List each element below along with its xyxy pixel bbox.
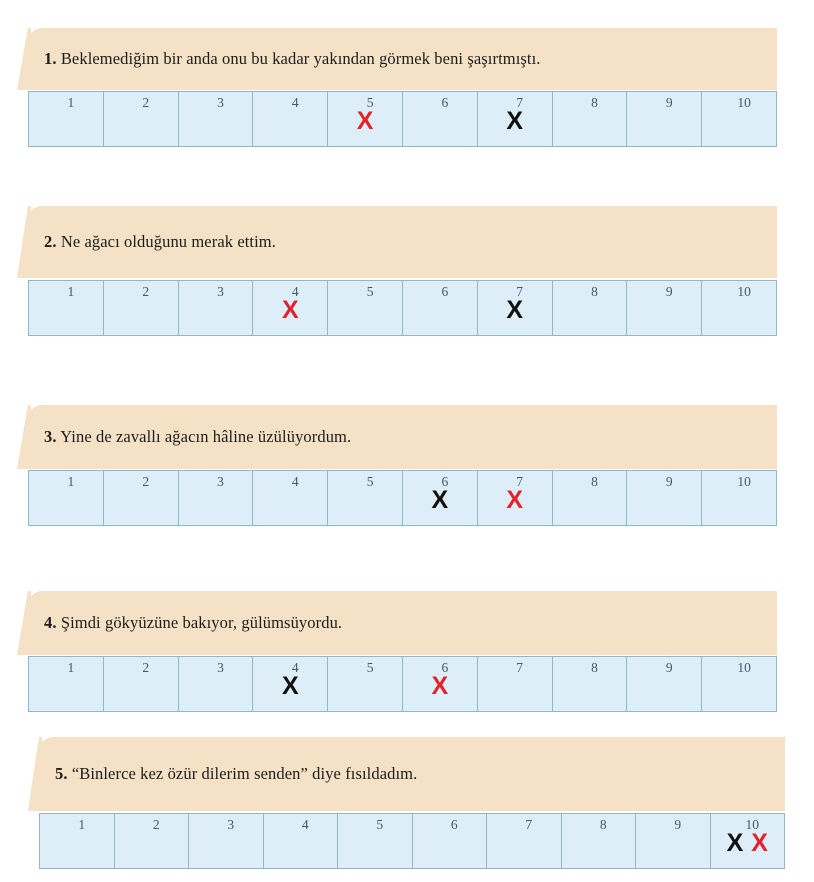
x-mark-red-icon: X (431, 672, 449, 700)
rating-cell-4[interactable] (253, 471, 328, 526)
rating-cell-label: 10 (737, 95, 751, 110)
rating-cell-7[interactable] (487, 814, 562, 869)
rating-cell-label: 7 (525, 817, 533, 832)
table-row (29, 657, 777, 712)
rating-cell-inner (636, 814, 710, 868)
rating-cell-label: 1 (78, 817, 86, 832)
rating-cell-inner (104, 471, 178, 525)
rating-cell-inner (553, 281, 627, 335)
table-row (29, 281, 777, 336)
rating-cell-label: 4 (291, 474, 299, 489)
rating-cell-inner (179, 92, 253, 146)
item-prompt-text (55, 764, 417, 784)
rating-cell-label: 4 (301, 817, 309, 832)
rating-cell-label: 5 (366, 284, 374, 299)
rating-cell-label: 9 (665, 95, 673, 110)
rating-cell-label: 3 (217, 95, 224, 110)
rating-cell-5[interactable] (328, 92, 403, 147)
rating-cell-label: 2 (142, 474, 150, 489)
x-mark-black-icon: X (431, 486, 449, 514)
item-sentence: Şimdi gökyüzüne bakıyor, gülümsüyordu. (60, 613, 343, 632)
rating-cell-6[interactable] (402, 657, 477, 712)
rating-cell-inner (328, 92, 402, 146)
rating-cell-7[interactable] (477, 471, 552, 526)
rating-cell-9[interactable] (627, 92, 702, 147)
x-mark-red-icon: X (356, 107, 374, 135)
table-row (29, 92, 777, 147)
rating-cell-label: 2 (142, 284, 150, 299)
rating-cell-inner (702, 281, 776, 335)
rating-marks (478, 298, 552, 323)
rating-cell-9[interactable] (627, 657, 702, 712)
rating-cell-10[interactable] (702, 471, 777, 526)
rating-cell-inner (478, 657, 552, 711)
rating-cell-label: 9 (665, 660, 673, 675)
rating-cell-label: 5 (366, 474, 374, 489)
rating-cell-label: 6 (441, 284, 449, 299)
item-prompt-banner (28, 28, 777, 90)
rating-cell-label: 6 (441, 660, 449, 675)
rating-cell-1[interactable] (29, 281, 104, 336)
rating-cell-label: 7 (516, 284, 524, 299)
item-sentence: “Binlerce kez özür dilerim senden” diye fısıldadım. (71, 764, 418, 783)
rating-cell-inner (253, 92, 327, 146)
rating-cell-inner (562, 814, 636, 868)
rating-cell-3[interactable] (189, 814, 264, 869)
rating-scale-table (28, 280, 777, 336)
rating-marks (403, 488, 477, 513)
rating-cell-label: 5 (366, 95, 374, 110)
rating-cell-4[interactable] (253, 281, 328, 336)
rating-cell-inner (253, 657, 327, 711)
item-sentence: Yine de zavallı ağacın hâline üzülüyordum. (60, 427, 352, 446)
rating-cell-8[interactable] (552, 471, 627, 526)
rating-marks (253, 298, 327, 323)
rating-cell-2[interactable] (103, 281, 178, 336)
rating-cell-label: 4 (291, 95, 299, 110)
rating-cell-label: 8 (591, 660, 598, 675)
x-mark-black-icon: X (506, 296, 524, 324)
rating-cell-label: 1 (67, 660, 75, 675)
rating-cell-inner (478, 281, 552, 335)
rating-cell-inner (189, 814, 263, 868)
rating-cell-inner (702, 471, 776, 525)
rating-cell-8[interactable] (552, 657, 627, 712)
item-number: 5. (55, 764, 68, 783)
rating-cell-10[interactable] (702, 92, 777, 147)
rating-cell-5[interactable] (338, 814, 413, 869)
rating-cell-label: 2 (142, 95, 150, 110)
item-number: 2. (44, 232, 57, 251)
rating-cell-inner (29, 657, 103, 711)
rating-cell-inner (627, 281, 701, 335)
rating-cell-inner (29, 471, 103, 525)
item-number: 3. (44, 427, 57, 446)
rating-cell-label: 2 (152, 817, 160, 832)
rating-cell-1[interactable] (29, 92, 104, 147)
rating-cell-6[interactable] (402, 92, 477, 147)
rating-cell-label: 8 (591, 474, 598, 489)
rating-cell-4[interactable] (263, 814, 338, 869)
x-mark-red-icon: X (506, 486, 524, 514)
rating-cell-inner (403, 657, 477, 711)
rating-cell-inner (627, 92, 701, 146)
rating-cell-inner (29, 281, 103, 335)
rating-cell-inner (104, 657, 178, 711)
rating-cell-3[interactable] (178, 281, 253, 336)
rating-cell-10[interactable] (710, 814, 785, 869)
rating-cell-2[interactable] (103, 657, 178, 712)
x-mark-black-icon: X (726, 829, 744, 857)
rating-cell-4[interactable] (253, 92, 328, 147)
item-sentence: Ne ağacı olduğunu merak ettim. (60, 232, 276, 251)
rating-cell-label: 8 (591, 95, 598, 110)
rating-cell-1[interactable] (40, 814, 115, 869)
rating-cell-7[interactable] (477, 657, 552, 712)
rating-cell-3[interactable] (178, 471, 253, 526)
rating-cell-label: 5 (376, 817, 384, 832)
rating-cell-inner (328, 281, 402, 335)
item-prompt-banner (28, 405, 777, 469)
rating-cell-inner (487, 814, 561, 868)
rating-cell-label: 1 (67, 474, 75, 489)
item-sentence: Beklemediğim bir anda onu bu kadar yakından görmek beni şaşırtmıştı. (60, 49, 541, 68)
rating-cell-inner (702, 92, 776, 146)
rating-marks (711, 831, 785, 856)
rating-cell-label: 9 (665, 474, 673, 489)
rating-cell-inner (413, 814, 487, 868)
rating-cell-9[interactable] (627, 281, 702, 336)
rating-cell-inner (403, 281, 477, 335)
rating-cell-inner (104, 92, 178, 146)
item-prompt-text (44, 427, 351, 447)
rating-cell-inner (179, 281, 253, 335)
table-row (40, 814, 785, 869)
rating-cell-2[interactable] (114, 814, 189, 869)
rating-cell-5[interactable] (328, 471, 403, 526)
item-prompt-banner (28, 206, 777, 278)
rating-cell-5[interactable] (328, 657, 403, 712)
rating-cell-inner (403, 92, 477, 146)
rating-cell-label: 7 (516, 95, 524, 110)
rating-cell-inner (179, 471, 253, 525)
rating-cell-label: 3 (217, 284, 224, 299)
item-number: 1. (44, 49, 57, 68)
item-prompt-banner (39, 737, 785, 811)
x-mark-red-icon: X (281, 296, 299, 324)
rating-cell-inner (711, 814, 785, 868)
rating-cell-9[interactable] (627, 471, 702, 526)
rating-cell-inner (478, 92, 552, 146)
rating-cell-10[interactable] (702, 281, 777, 336)
rating-cell-label: 3 (217, 474, 224, 489)
rating-cell-inner (627, 657, 701, 711)
rating-cell-inner (403, 471, 477, 525)
rating-cell-2[interactable] (103, 471, 178, 526)
rating-cell-label: 6 (441, 95, 449, 110)
rating-cell-8[interactable] (552, 281, 627, 336)
item-prompt-text (44, 232, 276, 252)
rating-marks (253, 674, 327, 699)
rating-cell-inner (179, 657, 253, 711)
rating-cell-inner (478, 471, 552, 525)
rating-cell-label: 6 (441, 474, 449, 489)
rating-cell-3[interactable] (178, 92, 253, 147)
rating-cell-label: 10 (737, 284, 751, 299)
rating-cell-inner (115, 814, 189, 868)
rating-cell-label: 6 (450, 817, 458, 832)
rating-cell-9[interactable] (636, 814, 711, 869)
rating-cell-label: 9 (674, 817, 682, 832)
rating-cell-inner (553, 657, 627, 711)
rating-cell-label: 10 (737, 474, 751, 489)
rating-cell-label: 4 (291, 284, 299, 299)
rating-cell-inner (264, 814, 338, 868)
rating-cell-6[interactable] (402, 471, 477, 526)
rating-cell-label: 1 (67, 95, 75, 110)
rating-cell-label: 2 (142, 660, 150, 675)
rating-cell-inner (553, 471, 627, 525)
rating-scale-table (28, 91, 777, 147)
rating-marks (478, 109, 552, 134)
rating-cell-inner (29, 92, 103, 146)
rating-cell-inner (627, 471, 701, 525)
item-prompt-text (44, 613, 342, 633)
x-mark-black-icon: X (281, 672, 299, 700)
rating-cell-label: 3 (227, 817, 235, 832)
item-number: 4. (44, 613, 57, 632)
item-prompt-banner (28, 591, 777, 655)
rating-cell-1[interactable] (29, 471, 104, 526)
rating-cell-label: 3 (217, 660, 224, 675)
rating-cell-inner (328, 471, 402, 525)
rating-cell-inner (104, 281, 178, 335)
rating-cell-inner (253, 281, 327, 335)
rating-cell-4[interactable] (253, 657, 328, 712)
rating-cell-inner (253, 471, 327, 525)
rating-scale-table (39, 813, 785, 869)
rating-cell-label: 8 (591, 284, 598, 299)
rating-cell-7[interactable] (477, 281, 552, 336)
rating-cell-inner (338, 814, 412, 868)
rating-cell-inner (702, 657, 776, 711)
rating-cell-label: 1 (67, 284, 75, 299)
x-mark-red-icon: X (751, 829, 768, 857)
rating-cell-inner (328, 657, 402, 711)
rating-cell-8[interactable] (561, 814, 636, 869)
item-prompt-text (44, 49, 541, 69)
rating-cell-label: 10 (737, 660, 751, 675)
rating-cell-label: 7 (516, 660, 524, 675)
rating-scale-table (28, 656, 777, 712)
rating-cell-inner (553, 92, 627, 146)
rating-cell-inner (40, 814, 114, 868)
rating-cell-6[interactable] (412, 814, 487, 869)
rating-cell-2[interactable] (103, 92, 178, 147)
rating-cell-label: 5 (366, 660, 374, 675)
rating-cell-5[interactable] (328, 281, 403, 336)
rating-cell-3[interactable] (178, 657, 253, 712)
rating-cell-6[interactable] (402, 281, 477, 336)
rating-cell-label: 7 (516, 474, 524, 489)
rating-cell-10[interactable] (702, 657, 777, 712)
rating-cell-label: 4 (291, 660, 299, 675)
rating-scale-table (28, 470, 777, 526)
rating-marks (403, 674, 477, 699)
rating-cell-1[interactable] (29, 657, 104, 712)
table-row (29, 471, 777, 526)
rating-cell-label: 8 (599, 817, 607, 832)
x-mark-black-icon: X (506, 107, 524, 135)
rating-cell-8[interactable] (552, 92, 627, 147)
rating-cell-label: 9 (665, 284, 673, 299)
rating-marks (478, 488, 552, 513)
rating-cell-7[interactable] (477, 92, 552, 147)
rating-cell-label: 10 (745, 817, 759, 832)
rating-marks (328, 109, 402, 134)
